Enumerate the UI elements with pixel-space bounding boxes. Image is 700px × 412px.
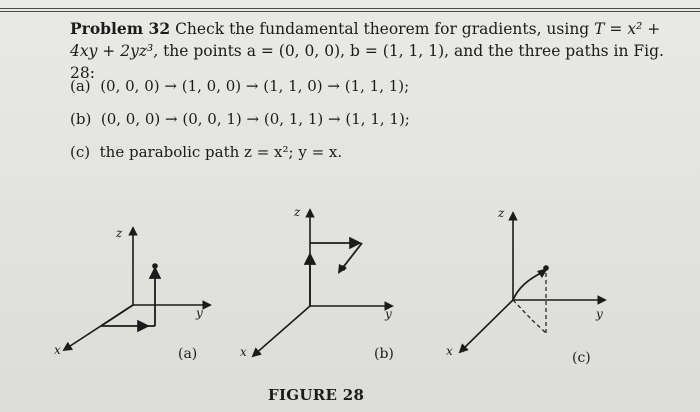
panel-a-y-label: y xyxy=(196,306,203,320)
panel-a-label: (a) xyxy=(178,346,198,362)
path-c-label: (c) xyxy=(70,143,91,161)
panel-b-diagram xyxy=(253,210,392,356)
panel-b-x-label: x xyxy=(240,345,247,359)
function-expression: T = x² + 4xy + 2yz³, xyxy=(70,20,661,60)
problem-label: Problem 32 xyxy=(70,19,171,38)
panel-c-x-label: x xyxy=(446,344,453,358)
panel-b-x-axis xyxy=(253,306,310,356)
path-c-text: the parabolic path z = x²; y = x. xyxy=(99,143,343,161)
figure-caption: FIGURE 28 xyxy=(268,386,365,404)
panel-c-dashed-diagonal-2 xyxy=(532,320,546,333)
panel-c-x-axis xyxy=(460,300,513,352)
path-a-text: (0, 0, 0) → (1, 0, 0) → (1, 1, 0) → (1, 1, 1); xyxy=(100,77,410,95)
panel-c-z-label: z xyxy=(498,206,505,220)
panel-c-diagram xyxy=(460,213,605,352)
panel-a-endpoint xyxy=(152,263,158,269)
panel-c-y-label: y xyxy=(596,307,603,321)
path-b-text: (0, 0, 0) → (0, 0, 1) → (0, 1, 1) → (1, 1, 1); xyxy=(100,110,410,128)
panel-a-segment-1 xyxy=(101,305,133,326)
panel-b-y-label: y xyxy=(385,307,392,321)
panel-b-label: (b) xyxy=(374,346,394,362)
path-b-label: (b) xyxy=(70,110,92,128)
panel-c-dashed-diagonal xyxy=(513,300,532,320)
panel-c-label: (c) xyxy=(572,350,591,366)
problem-text: Check the fundamental theorem for gradients, using xyxy=(175,20,590,38)
panel-b-z-label: z xyxy=(294,205,301,219)
panel-b-endpoint xyxy=(340,265,346,271)
panel-a-diagram xyxy=(64,228,210,350)
panel-a-z-label: z xyxy=(116,226,123,240)
path-a-label: (a) xyxy=(70,77,91,95)
panel-c-parabola xyxy=(513,272,543,300)
points-text: the points a = (0, 0, 0), b = (1, 1, 1), and the three paths in Fig. 28: xyxy=(70,42,664,82)
panel-c-endpoint xyxy=(543,265,549,271)
panel-a-x-label: x xyxy=(54,343,61,357)
